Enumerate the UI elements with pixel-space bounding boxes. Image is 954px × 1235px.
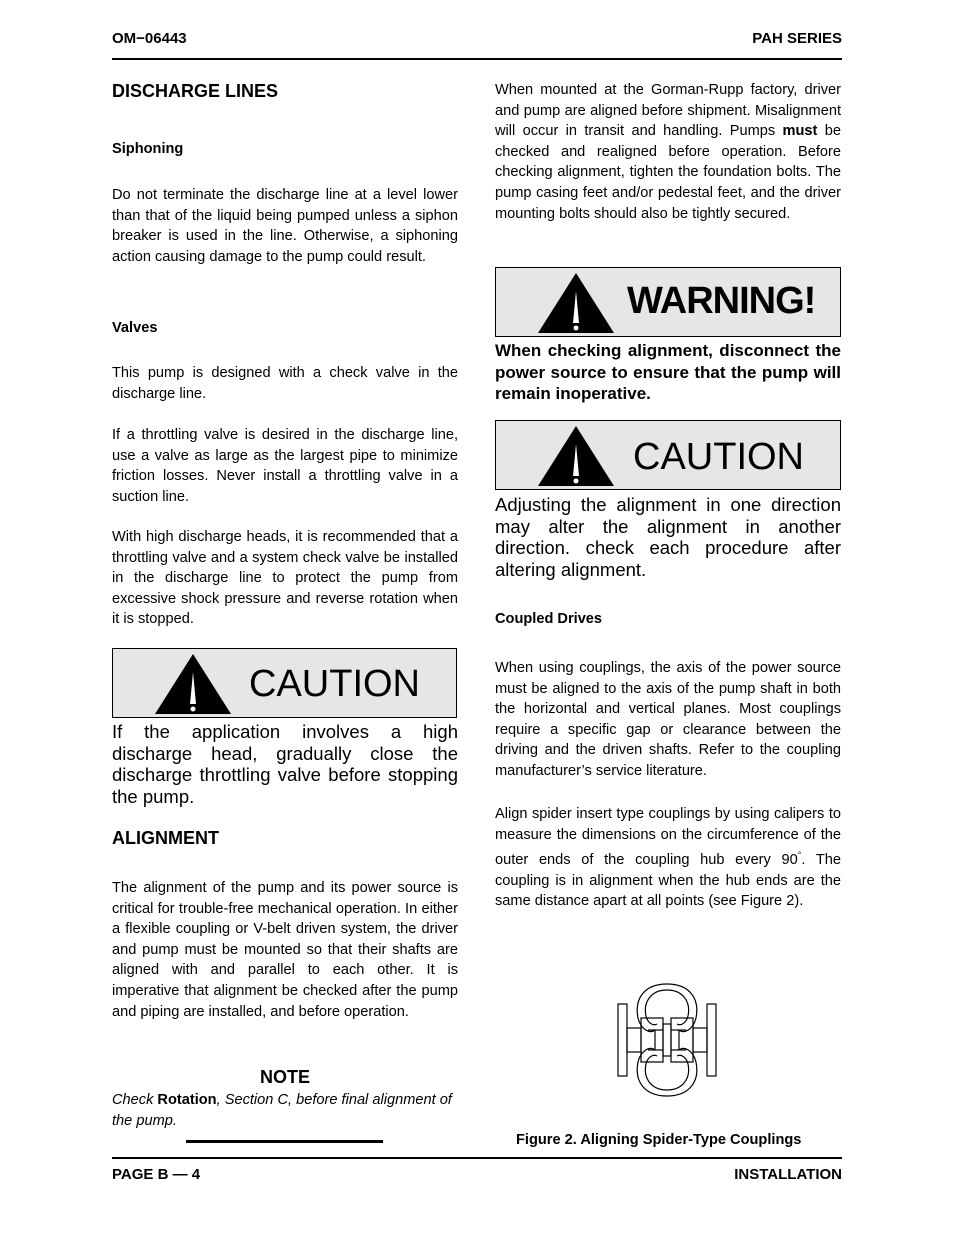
header-rule	[112, 58, 842, 60]
doc-number: OM−06443	[112, 30, 187, 47]
warning-triangle-icon	[536, 271, 616, 333]
page-number: PAGE B — 4	[112, 1166, 201, 1183]
note-end-rule	[186, 1140, 383, 1143]
caution-label: CAUTION	[633, 436, 804, 478]
coupled-drives-paragraph-1: When using couplings, the axis of the power source must be aligned to the axis of the pump shaft in both the horizontal and vertical planes. Most couplings require a specific gap or clearance between the driving and the driven shafts. Refer to the coupling manufacturer’s service literature.	[495, 660, 841, 779]
series-name: PAH SERIES	[752, 30, 842, 47]
warning-box	[495, 267, 841, 337]
warning-triangle-icon	[153, 652, 233, 714]
valves-heading: Valves	[112, 320, 158, 336]
siphoning-heading: Siphoning	[112, 141, 184, 157]
figure-caption: Figure 2. Aligning Spider-Type Couplings	[516, 1132, 802, 1148]
caution-box-right	[495, 420, 841, 490]
note-heading: NOTE	[259, 1067, 310, 1087]
valves-paragraph-3: With high discharge heads, it is recommended that a throttling valve and a system check valve be installed in the discharge line to protect the pump from excessive shock pressure and reverse rotation when it is stopped.	[112, 529, 458, 628]
caution-label: CAUTION	[249, 663, 420, 705]
discharge-lines-heading: DISCHARGE LINES	[112, 81, 279, 101]
caution-text-left: If the application involves a high discharge head, gradually close the discharge throttling valve before stopping the pump.	[112, 721, 458, 807]
alignment-heading: ALIGNMENT	[112, 828, 219, 848]
caution-box-left	[112, 648, 457, 718]
section-name: INSTALLATION	[734, 1166, 842, 1183]
factory-alignment-paragraph: When mounted at the Gorman-Rupp factory, driver and pump are aligned before shipment. Misalignment will occur in transit and handling. Pumps must be checked and realigned before operation. Before checking alignment, tighten the foundation bolts. The pump casing feet and/or pedestal feet, and the driver mounting bolts should also be tightly secured.	[495, 82, 841, 222]
alignment-paragraph: The alignment of the pump and its power source is critical for trouble-free mechanical operation. In either a flexible coupling or V-belt driven system, the driver and pump must be mounted so that their shafts are aligned with and parallel to each other. It is imperative that alignment be checked after the pump and piping are installed, and before operation.	[112, 880, 458, 1020]
valves-paragraph-1: This pump is designed with a check valve in the discharge line.	[112, 365, 458, 402]
warning-triangle-icon	[536, 424, 616, 486]
coupled-drives-heading: Coupled Drives	[495, 611, 603, 627]
siphoning-paragraph: Do not terminate the discharge line at a level lower than that of the liquid being pumped unless a siphon breaker is used in the line. Otherwise, a siphoning action causing damage to the pump could result.	[112, 187, 458, 265]
coupled-drives-paragraph-2: Align spider insert type couplings by using calipers to measure the dimensions on the circumference of the outer ends of the coupling hub every 90°. The coupling is in alignment when the hub ends are the same distance apart at all points (see Figure 2).	[495, 806, 841, 910]
footer-rule	[112, 1157, 842, 1159]
caution-text-right: Adjusting the alignment in one direction may alter the alignment in another direction. check each procedure after altering alignment.	[495, 494, 841, 580]
valves-paragraph-2: If a throttling valve is desired in the discharge line, use a valve as large as the largest pipe to minimize friction losses. Never install a throttling valve in a suction line.	[112, 427, 458, 505]
note-text: Check Rotation, Section C, before final alignment of the pump.	[112, 1092, 452, 1129]
warning-text: When checking alignment, disconnect the power source to ensure that the pump will remain inoperative.	[495, 341, 841, 404]
spider-coupling-illustration	[610, 980, 725, 1100]
warning-label: WARNING!	[627, 280, 816, 322]
